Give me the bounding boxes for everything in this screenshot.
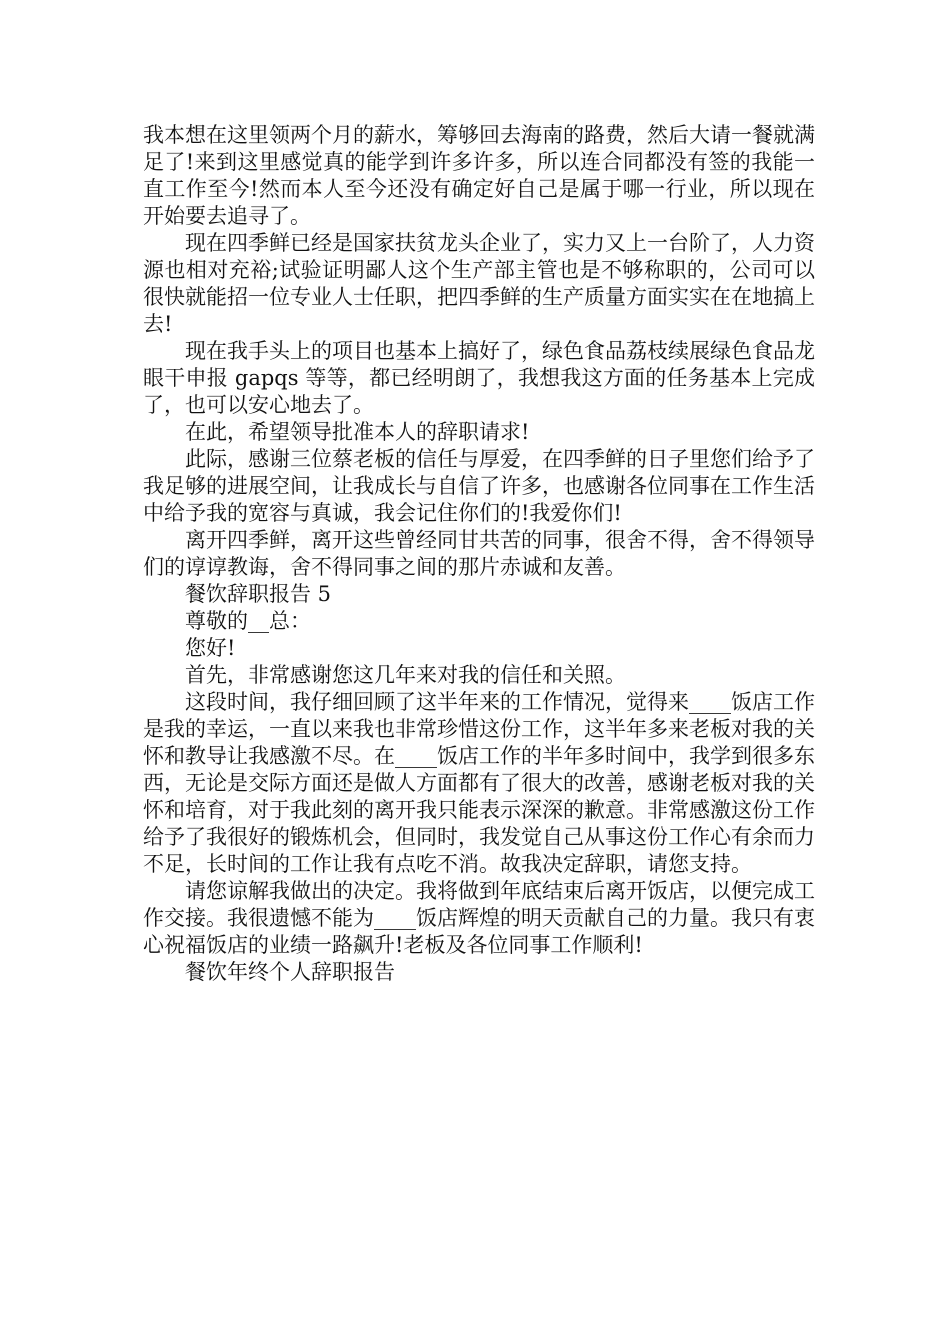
paragraph-understanding: 请您谅解我做出的决定。我将做到年底结束后离开饭店，以便完成工作交接。我很遗憾不能为____饭店辉煌的明天贡献自己的力量。我只有衷心祝福饭店的业绩一路飙升!老板及各位同事工作顺利! [143,879,815,957]
paragraph-review: 这段时间，我仔细回顾了这半年来的工作情况，觉得来____饭店工作是我的幸运，一直以来我也非常珍惜这份工作，这半年多来老板对我的关怀和教导让我感激不尽。在____饭店工作的半年多时间中，我学到很多东西，无论是交际方面还是做人方面都有了很大的改善，感谢老板对我的关怀和培育，对于我此刻的离开我只能表示深深的歉意。非常感激这份工作给予了我很好的锻炼机会，但同时，我发觉自己从事这份工作心有余而力不足，长时间的工作让我有点吃不消。故我决定辞职，请您支持。 [143,690,815,876]
paragraph-salary-plan: 我本想在这里领两个月的薪水，筹够回去海南的路费，然后大请一餐就满足了!来到这里感觉真的能学到许多许多，所以连合同都没有签的我能一直工作至今!然而本人至今还没有确定好自己是属于哪一行业，所以现在开始要去追寻了。 [143,123,815,228]
paragraph-projects-done: 现在我手头上的项目也基本上搞好了，绿色食品荔枝续展绿色食品龙眼干申报 gapqs 等等，都已经明朗了，我想我这方面的任务基本上完成了，也可以安心地去了。 [143,339,815,417]
greeting: 您好! [185,636,236,660]
closing-heading: 餐饮年终个人辞职报告 [185,960,395,984]
paragraph-company-status: 现在四季鲜已经是国家扶贫龙头企业了，实力又上一台阶了，人力资源也相对充裕;试验证明鄙人这个生产部主管也是不够称职的，公司可以很快就能招一位专业人士任职，把四季鲜的生产质量方面实实在在地搞上去! [143,231,815,336]
salutation: 尊敬的__总： [185,609,311,633]
paragraph-gratitude: 首先，非常感谢您这几年来对我的信任和关照。 [185,663,626,687]
section-heading: 餐饮辞职报告 5 [185,582,332,606]
paragraph-resignation-request: 在此，希望领导批准本人的辞职请求! [185,420,530,444]
paragraph-farewell: 离开四季鲜，离开这些曾经同甘共苦的同事，很舍不得，舍不得领导们的谆谆教诲，舍不得同事之间的那片赤诚和友善。 [143,528,815,579]
paragraph-thanks: 此际，感谢三位蔡老板的信任与厚爱，在四季鲜的日子里您们给予了我足够的进展空间，让我成长与自信了许多，也感谢各位同事在工作生活中给予我的宽容与真诚，我会记住你们的!我爱你们! [143,447,815,525]
document-body [143,122,815,986]
